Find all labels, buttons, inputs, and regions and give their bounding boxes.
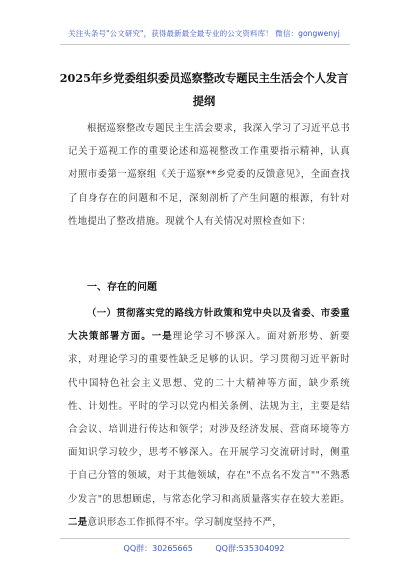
point-one-text: 理论学习不够深入。面对新形势、新要求，对理论学习的重要性缺乏足够的认识。学习贯彻习近平新时代中国特色社会主义思想、党的二十大精神等方面，缺少系统性、计划性。平时的学习以党内相关条例、法规为主，主要是结合会议、培训进行传达和领学；对涉及经济发展、营商环境等方面知识学习较少，思考不够深入。在开展学习交流研讨时，侧重于自己分管的领域，对于其他领域，存在"不点名不发言""不熟悉少发言"的思想顾虑，与常态化学习和高质量落实存在较大差距。 — [68, 331, 351, 505]
section-body-paragraph — [68, 302, 350, 534]
header-divider — [60, 44, 350, 45]
intro-paragraph: 根据巡察整改专题民主生活会要求，我深入学习了习近平总书记关于巡视工作的重要论述和巡视整改工作重要指示精神，认真对照市委第一巡察组《关于巡察**乡党委的反馈意见》，全面查找了自身存在的问题和不足，深刻剖析了产生问题的根源，有针对性地提出了整改措施。现就个人有关情况对照检查如下： — [68, 123, 350, 227]
footer-qq-group-1: QQ群：30265665 — [123, 544, 193, 553]
document-title: 2025年乡党委组织委员巡察整改专题民主生活会个人发言 — [59, 71, 349, 85]
point-two-text: 意识形态工作抓得不牢。学习制度坚持不严， — [87, 516, 282, 528]
footer-qq-group-2: QQ群:535304092 — [215, 544, 285, 553]
point-two-label: 二是 — [68, 516, 88, 528]
subsection-lead: （一）贯彻落实党的路线方针政策和党中央以及省委、市委重大决策部署方面。 — [68, 308, 350, 343]
point-one-label: 一是 — [151, 331, 173, 343]
footer-divider — [60, 538, 350, 539]
section-heading: 一、存在的问题 — [87, 282, 157, 293]
header-notice: 关注头条号"公文研究"，获得最新最全最专业的公文资料库！ 微信：gongwenyj — [68, 29, 340, 38]
footer-contacts — [0, 543, 408, 554]
document-title-continued: 提纲 — [192, 94, 216, 108]
